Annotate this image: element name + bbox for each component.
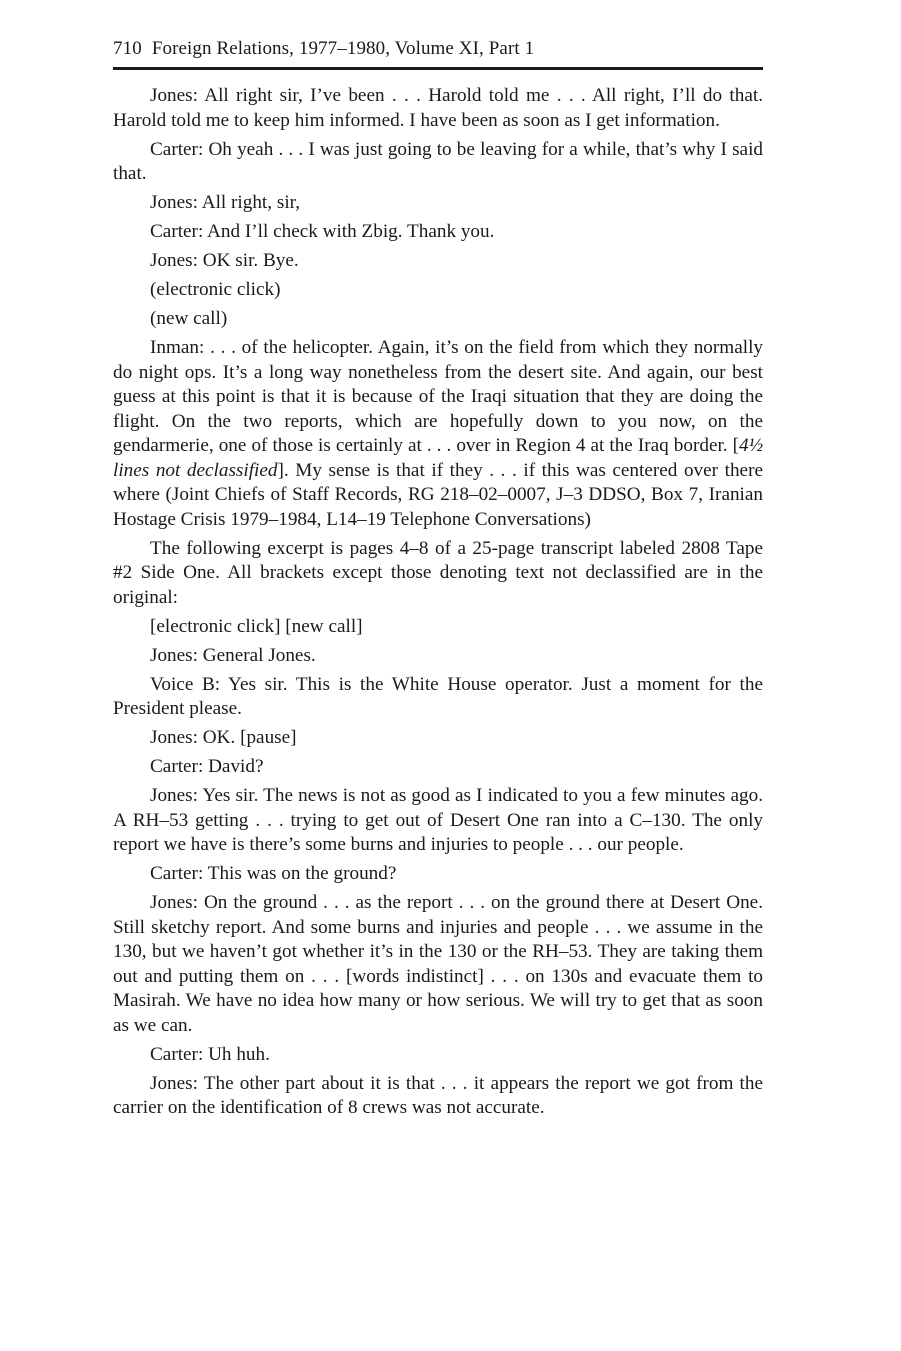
paragraph: Jones: The other part about it is that . . . it appears the report we got from the carrier on the identification of 8 crews was not accurate. [113,1072,763,1118]
paragraph: Carter: Uh huh. [150,1043,270,1065]
paragraph: Carter: David? [150,756,264,777]
inman-text-start: Inman: . . . of the helicopter. Again, it’s on the field from which they normally do night ops. It’s a long way nonetheless from the desert site. And again, our best guess at this point is that it is because of the Iraqi situation that they are doing the flight. On the two reports, which are hopefully down to you now, on the gendarmerie, one of those is certainly at . . . over in Region 4 at the Iraq border. [ [113,337,763,456]
page-number: 710 [113,38,142,59]
not-declassified-note: 4½ lines not declassified [113,435,763,481]
paragraph: Jones: Yes sir. The news is not as good as I indicated to you a few minutes ago. A RH–53 getting . . . trying to get out of Desert One ran into a C–130. The only report we have is there’s some burns and injuries to people . . . our people. [113,785,763,855]
paragraph: Jones: OK. [pause] [150,727,297,748]
paragraph: Jones: All right, sir, [150,192,301,213]
paragraph: Jones: On the ground . . . as the report . . . on the ground there at Desert One. Still sketchy report. And some burns and injuries and people . . . we assume in the 130, but we haven’t got whether it’s in the 130 or the RH–53. They are taking them out and putting them on . . . [words indistinct] . . . on 130s and evacuate them to Masirah. We have no idea how many or how serious. We will try to get that as soon as we can. [113,892,763,1036]
paragraph: (new call) [150,308,228,329]
paragraph: Carter: Oh yeah . . . I was just going to be leaving for a while, that’s why I said that. [113,138,763,184]
document-page [113,36,763,1125]
paragraph: The following excerpt is pages 4–8 of a 25-page transcript labeled 2808 Tape #2 Side One. All brackets except those denoting text not declassified are in the original: [113,537,763,608]
paragraph: Jones: General Jones. [150,644,316,666]
header-rule [113,67,763,70]
transcript-body [113,84,763,1121]
paragraph-inman [113,336,763,532]
paragraph: Voice B: Yes sir. This is the White House operator. Just a moment for the President please. [113,673,763,719]
paragraph: Jones: OK sir. Bye. [150,250,299,271]
paragraph: [electronic click] [new call] [150,615,363,637]
paragraph: Carter: And I’ll check with Zbig. Thank you. [150,221,495,242]
volume-title: Foreign Relations, 1977–1980, Volume XI, Part 1 [151,38,535,59]
paragraph: Carter: This was on the ground? [150,863,397,884]
paragraph: Jones: All right sir, I’ve been . . . Harold told me . . . All right, I’ll do that. Harold told me to keep him informed. I have been as soon as I get information. [113,85,763,131]
inman-text-end: ]. My sense is that if they . . . if this was centered over there where (Joint Chiefs of Staff Records, RG 218–02–0007, J–3 DDSO, Box 7, Iranian Hostage Crisis 1979–1984, L14–19 Telephone Conversations) [113,459,763,530]
running-head [113,36,763,62]
paragraph: (electronic click) [150,279,281,300]
